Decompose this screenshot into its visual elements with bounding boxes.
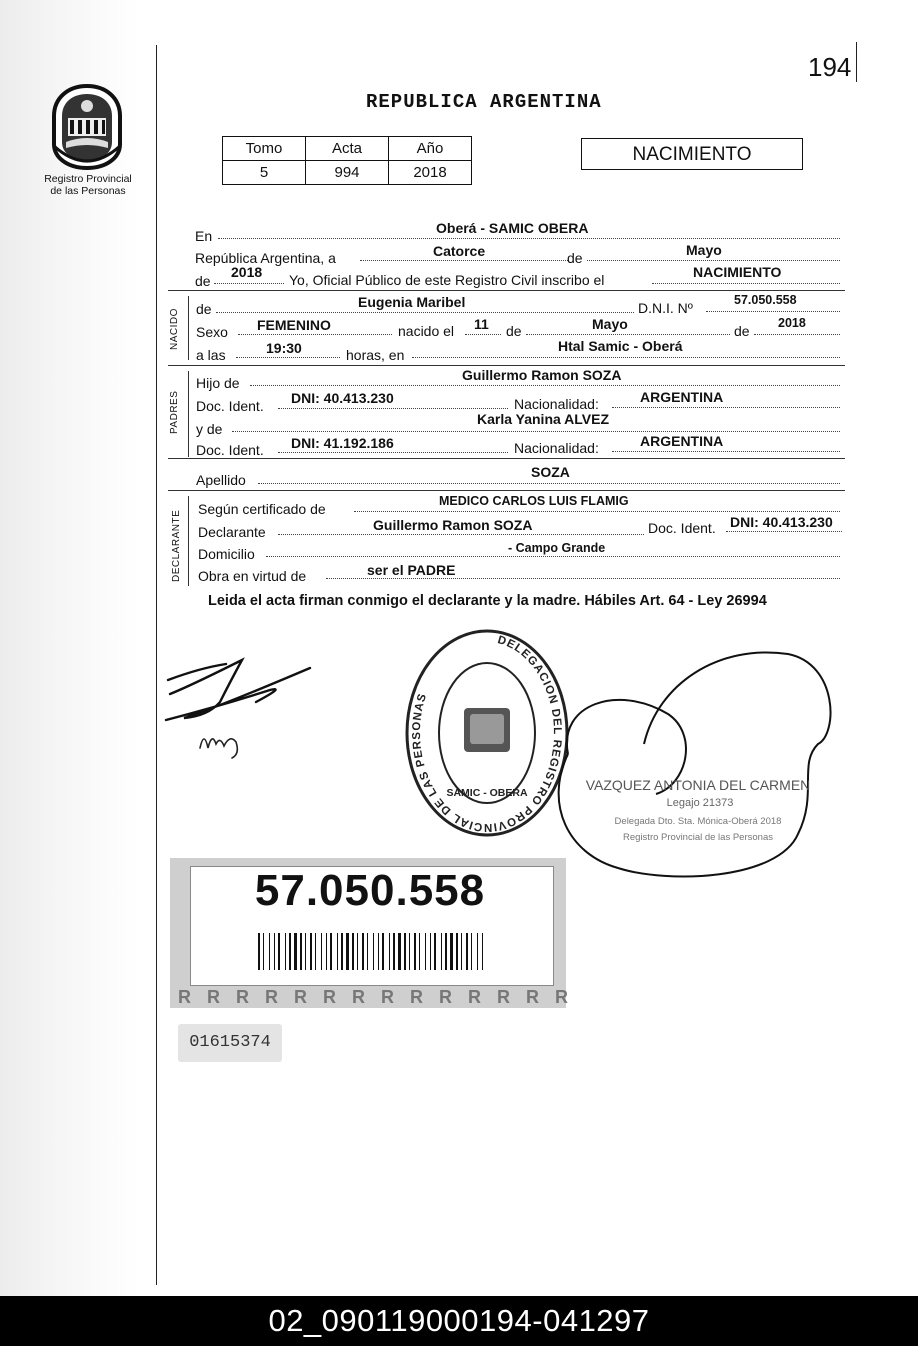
declarante-name-value: Guillermo Ramon SOZA xyxy=(373,517,533,533)
barcode-bar xyxy=(414,933,416,970)
barcode-bar xyxy=(466,933,468,970)
stamp-line3: Delegada Dto. Sta. Mónica-Oberá 2018 xyxy=(614,816,782,827)
place-value: Oberá - SAMIC OBERA xyxy=(436,220,589,236)
barcode-bar xyxy=(482,933,483,970)
dotted-line xyxy=(726,531,842,532)
barcode-bar xyxy=(337,933,338,970)
padres-section-label: PADRES xyxy=(169,390,180,434)
dotted-line xyxy=(612,407,840,408)
barcode-bar xyxy=(269,933,270,970)
barcode-bar xyxy=(352,933,354,970)
footer-file-id: 02_090119000194-041297 xyxy=(0,1296,918,1346)
barcode-bar xyxy=(278,933,280,970)
barcode-bar xyxy=(305,933,306,970)
y-de-label: y de xyxy=(196,421,223,437)
dotted-line xyxy=(587,260,840,261)
birth-month-value: Mayo xyxy=(592,316,628,332)
barcode-bar xyxy=(425,933,426,970)
birth-time-value: 19:30 xyxy=(266,340,302,356)
nacido-section-label: NACIDO xyxy=(169,308,180,350)
barcode-bar xyxy=(263,933,264,970)
dotted-line xyxy=(652,283,840,284)
domicilio-label: Domicilio xyxy=(198,546,255,562)
record-header-acta: Acta xyxy=(306,137,389,161)
month-value: Mayo xyxy=(686,242,722,258)
year-prefix-label: de xyxy=(195,273,211,289)
seal-bottom-text: SAMIC - OBERA xyxy=(446,787,528,799)
barcode-bar xyxy=(274,933,275,970)
dotted-line xyxy=(238,334,392,335)
dotted-line xyxy=(354,511,840,512)
day-words-value: Catorce xyxy=(433,243,486,259)
father-doc-value: DNI: 40.413.230 xyxy=(291,390,394,406)
dotted-line xyxy=(278,452,508,453)
birth-year-value: 2018 xyxy=(778,316,806,330)
dotted-line xyxy=(754,334,840,335)
barcode-bar xyxy=(398,933,401,970)
serial-number: 01615374 xyxy=(178,1024,282,1062)
barcode-bar xyxy=(367,933,368,970)
officer-signature xyxy=(160,650,320,770)
barcode-bar xyxy=(300,933,302,970)
barcode-bar xyxy=(310,933,312,970)
statement-text: Yo, Oficial Público de este Registro Civil inscribo el xyxy=(289,272,605,288)
en-label: En xyxy=(195,228,213,244)
dotted-line xyxy=(258,483,840,484)
de-label: de xyxy=(196,301,212,317)
dotted-line xyxy=(250,385,840,386)
barcode-pattern-letter: R xyxy=(555,987,568,1007)
barcode-bar xyxy=(461,933,462,970)
right-margin-line xyxy=(856,42,857,82)
barcode-bar xyxy=(404,933,406,970)
stamp-line1: VAZQUEZ ANTONIA DEL CARMEN xyxy=(585,777,811,793)
de-label: de xyxy=(734,323,750,339)
left-margin-line xyxy=(156,45,157,1285)
barcode-bar xyxy=(409,933,410,970)
barcode-pattern-letter: R xyxy=(236,987,249,1007)
declarante-section-label: DECLARANTE xyxy=(171,509,182,582)
barcode-bar xyxy=(346,933,349,970)
section-divider xyxy=(168,458,845,459)
birth-day-value: 11 xyxy=(474,316,489,332)
barcode-bar xyxy=(450,933,453,970)
sexo-label: Sexo xyxy=(196,324,228,340)
father-nationality-value: ARGENTINA xyxy=(640,389,724,405)
certificado-value: MEDICO CARLOS LUIS FLAMIG xyxy=(439,494,629,508)
barcode-bar xyxy=(382,933,384,970)
dotted-line xyxy=(236,357,340,358)
barcode-pattern-letter: R xyxy=(265,987,278,1007)
barcode-pattern-letter: R xyxy=(381,987,394,1007)
dotted-line xyxy=(326,578,840,579)
barcode-bars xyxy=(258,933,483,970)
act-type-box: NACIMIENTO xyxy=(581,138,803,170)
child-name-value: Eugenia Maribel xyxy=(358,294,466,310)
seal-ring-text: DELEGACION DEL REGISTRO PROVINCIAL DE LAS PERSONAS xyxy=(410,634,564,834)
barcode-bar xyxy=(393,933,395,970)
barcode-bar xyxy=(373,933,374,970)
barcode-bar xyxy=(294,933,297,970)
barcode-bar xyxy=(389,933,390,970)
barcode-pattern-letter: R xyxy=(323,987,336,1007)
registry-label xyxy=(28,173,148,197)
barcode-bar xyxy=(321,933,322,970)
province-coat-of-arms-logo xyxy=(48,84,126,170)
stamp-line4: Registro Provincial de las Personas xyxy=(623,832,773,843)
dotted-line xyxy=(412,357,840,358)
dotted-line xyxy=(232,431,840,432)
barcode-bar xyxy=(445,933,447,970)
child-dni-value: 57.050.558 xyxy=(734,293,797,307)
barcode-pattern-letter: R xyxy=(207,987,220,1007)
barcode-bar xyxy=(441,933,442,970)
barcode-bar xyxy=(477,933,478,970)
registry-seal xyxy=(404,628,570,838)
declarante-label: Declarante xyxy=(198,524,266,540)
dotted-line xyxy=(266,556,840,557)
republica-label: República Argentina, a xyxy=(195,250,336,266)
doc-ident-label: Doc. Ident. xyxy=(196,398,264,414)
doc-ident-label: Doc. Ident. xyxy=(648,520,716,536)
de-label: de xyxy=(567,250,583,266)
section-divider xyxy=(168,490,845,491)
barcode-bar xyxy=(471,933,472,970)
record-header-ano: Año xyxy=(389,137,472,161)
barcode-bar xyxy=(330,933,332,970)
registry-label-line2: de las Personas xyxy=(50,185,126,197)
doc-ident-label: Doc. Ident. xyxy=(196,442,264,458)
inscribed-value: NACIMIENTO xyxy=(693,264,782,280)
section-divider xyxy=(168,365,845,366)
record-table xyxy=(222,136,472,185)
record-value-tomo: 5 xyxy=(223,161,306,185)
dni-label: D.N.I. Nº xyxy=(638,300,693,316)
barcode-bar xyxy=(456,933,458,970)
apellido-value: SOZA xyxy=(531,464,570,480)
barcode-pattern-letter: R xyxy=(352,987,365,1007)
sexo-value: FEMENINO xyxy=(257,317,331,333)
barcode-bar xyxy=(341,933,343,970)
record-value-ano: 2018 xyxy=(389,161,472,185)
page-number: 194 xyxy=(808,52,852,82)
registry-label-line1: Registro Provincial xyxy=(44,173,132,185)
declarante-doc-value: DNI: 40.413.230 xyxy=(730,514,833,530)
mother-doc-value: DNI: 41.192.186 xyxy=(291,435,394,451)
barcode-pattern-strip xyxy=(170,984,566,1008)
barcode-pattern-letter: R xyxy=(468,987,481,1007)
section-divider xyxy=(168,290,845,291)
stamp-line2: Legajo 21373 xyxy=(666,797,734,809)
closing-note: Leida el acta firman conmigo el declarante y la madre. Hábiles Art. 64 - Ley 26994 xyxy=(208,593,767,609)
apellido-label: Apellido xyxy=(196,472,246,488)
mother-nationality-value: ARGENTINA xyxy=(640,433,724,449)
dotted-line xyxy=(526,334,730,335)
barcode-pattern-letter: R xyxy=(294,987,307,1007)
mother-name-value: Karla Yanina ALVEZ xyxy=(477,411,610,427)
barcode-bar xyxy=(285,933,286,970)
section-side-line xyxy=(188,296,189,360)
obra-label: Obra en virtud de xyxy=(198,568,307,584)
barcode-bar xyxy=(362,933,364,970)
barcode-number: 57.050.558 xyxy=(254,866,486,915)
barcode-bar xyxy=(326,933,327,970)
section-side-line xyxy=(188,496,189,586)
nacionalidad-label: Nacionalidad: xyxy=(514,440,599,456)
barcode-pattern-letter: R xyxy=(497,987,510,1007)
dotted-line xyxy=(214,283,284,284)
barcode-bar xyxy=(434,933,436,970)
dotted-line xyxy=(465,334,501,335)
barcode-bar xyxy=(315,933,316,970)
dotted-line xyxy=(278,408,508,409)
barcode-pattern-letter: R xyxy=(410,987,423,1007)
barcode-pattern-letter: R xyxy=(178,987,191,1007)
section-side-line xyxy=(188,371,189,457)
nacionalidad-label: Nacionalidad: xyxy=(514,396,599,412)
birthplace-value: Htal Samic - Oberá xyxy=(558,338,683,354)
dotted-line xyxy=(216,312,634,313)
document-title: REPUBLICA ARGENTINA xyxy=(366,91,602,113)
year-value: 2018 xyxy=(231,264,263,280)
barcode-bar xyxy=(357,933,358,970)
dotted-line xyxy=(612,451,840,452)
official-stamp xyxy=(548,644,838,884)
barcode-bar xyxy=(419,933,420,970)
horas-en-label: horas, en xyxy=(346,347,405,363)
dotted-line xyxy=(360,260,568,261)
record-header-tomo: Tomo xyxy=(223,137,306,161)
barcode-bar xyxy=(289,933,291,970)
barcode-bar xyxy=(430,933,431,970)
barcode-bar xyxy=(378,933,379,970)
certificado-label: Según certificado de xyxy=(198,501,326,517)
dotted-line xyxy=(278,534,644,535)
dotted-line xyxy=(218,238,840,239)
domicilio-value: - Campo Grande xyxy=(508,541,606,555)
dotted-line xyxy=(706,311,840,312)
father-name-value: Guillermo Ramon SOZA xyxy=(462,367,622,383)
barcode-pattern-letter: R xyxy=(526,987,539,1007)
a-las-label: a las xyxy=(196,347,226,363)
barcode-bar xyxy=(258,933,260,970)
record-value-acta: 994 xyxy=(306,161,389,185)
nacido-el-label: nacido el xyxy=(398,323,455,339)
obra-value: ser el PADRE xyxy=(367,562,456,578)
hijo-de-label: Hijo de xyxy=(196,375,240,391)
barcode-pattern-letter: R xyxy=(439,987,452,1007)
de-label: de xyxy=(506,323,522,339)
